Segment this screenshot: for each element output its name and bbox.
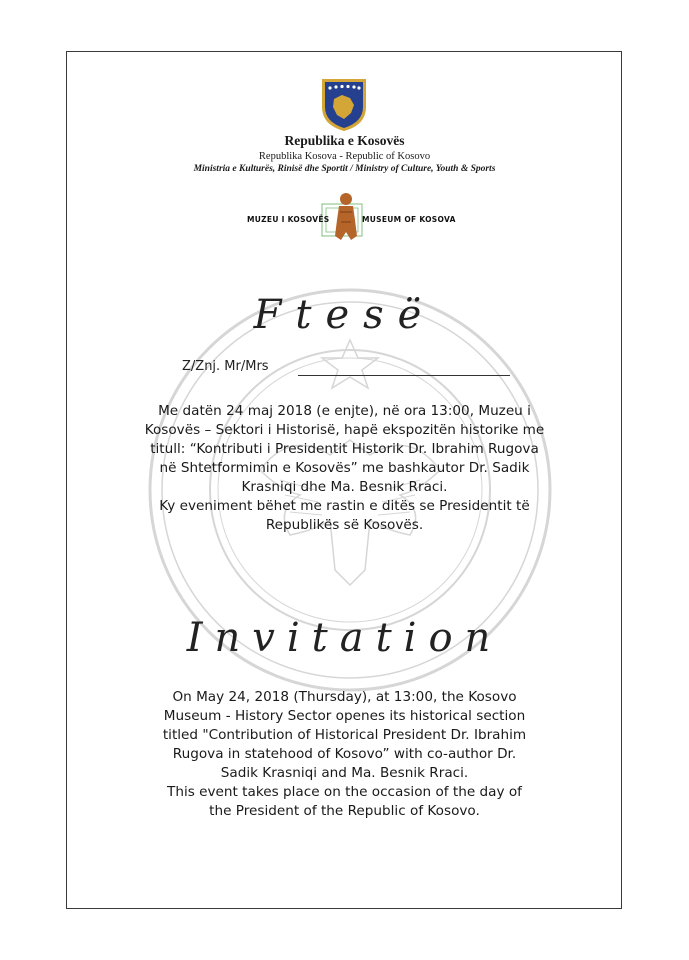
kosovo-coat-of-arms-icon [320,77,368,133]
republic-subtitle: Republika Kosova - Republic of Kosovo [258,151,431,162]
body-line: Museum - History Sector openes its historical section [163,708,526,724]
body-line: Me datën 24 maj 2018 (e enjte), në ora 13:00, Muzeu i [158,403,531,419]
body-line: the President of the Republic of Kosovo. [209,803,480,819]
museum-name-english: MUSEUM OF KOSOVA [362,215,456,224]
ministry-name: Ministria e Kulturës, Rinisë dhe Sportit / Ministry of Culture, Youth & Sports [193,164,496,174]
body-albanian [100,402,589,535]
museum-name-albanian: MUZEU I KOSOVËS [247,215,330,224]
heading-english: Invitation [186,615,503,661]
body-line: On May 24, 2018 (Thursday), at 13:00, the Kosovo [172,689,517,705]
body-english [100,688,589,821]
body-line: Ky eveniment bëhet me rastin e ditës se Presidentit të [159,498,530,514]
body-line: në Shtetformimin e Kosovës” me bashkautor Dr. Sadik [159,460,530,476]
body-line: titled "Contribution of Historical President Dr. Ibrahim [162,727,527,743]
body-line: This event takes place on the occasion of the day of [167,784,522,800]
body-line: titull: “Kontributi i Presidentit Historik Dr. Ibrahim Rugova [150,441,539,457]
republic-title: Republika e Kosovës [284,133,405,148]
heading-albanian: Ftesë [253,292,436,338]
body-line: Sadik Krasniqi and Ma. Besnik Rraci. [220,765,469,781]
goddess-on-throne-icon [333,192,359,242]
body-line: Rugova in statehood of Kosovo” with co-author Dr. [172,746,517,762]
body-line: Krasniqi dhe Ma. Besnik Rraci. [241,479,448,495]
name-blank-line [298,375,510,376]
body-line: Kosovës – Sektori i Historisë, hapë ekspozitën historike me [144,422,545,438]
salutation-label: Z/Znj. Mr/Mrs [182,359,269,374]
body-line: Republikës së Kosovës. [265,517,424,533]
